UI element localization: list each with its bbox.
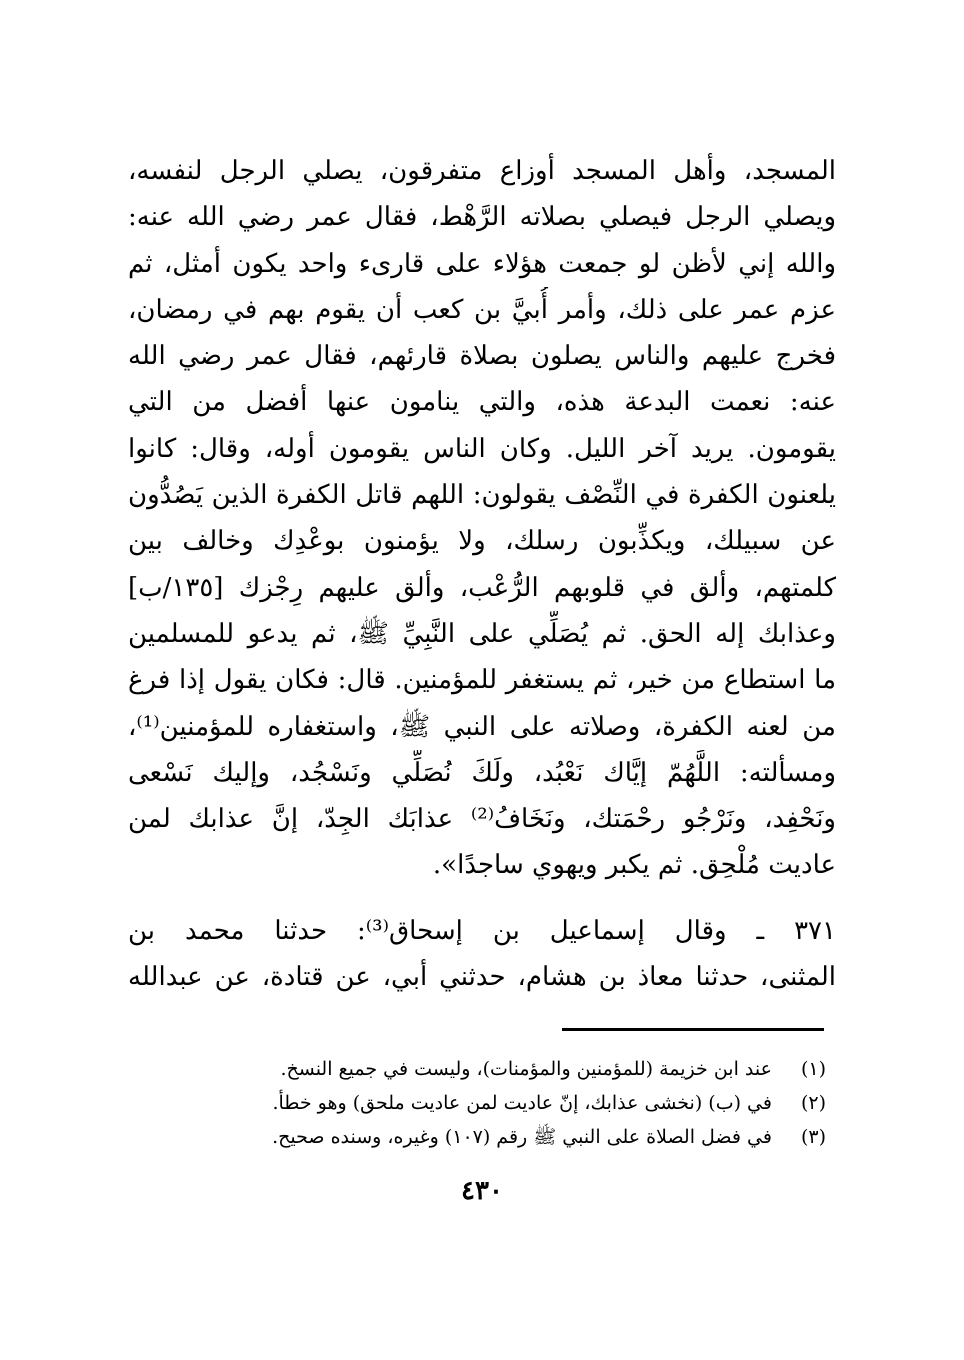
footnote-item <box>150 1120 826 1154</box>
text-line: ٣٧١ ـ وقال إسماعيل بن إسحاق⁽³⁾: حدثنا محمد بن <box>128 916 836 946</box>
text-line: المثنى، حدثنا معاذ بن هشام، حدثني أبي، عن قتادة، عن عبدالله <box>128 962 836 993</box>
footnote-divider <box>562 1028 824 1031</box>
footnote-text: في (ب) (نخشى عذابك، إنّ عاديت لمن عاديت ملحق) وهو خطأ. <box>272 1092 772 1114</box>
text-line: عن سبيلك، ويكذِّبون رسلك، ولا يؤمنون بوعْدِك وخالف بين <box>128 526 836 557</box>
text-line: ونَحْفِد، ونَرْجُو رحْمَتك، ونَخَافُ⁽²⁾ عذابَك الجِدّ، إنَّ عذابك لمن <box>128 804 836 835</box>
footnote-item <box>150 1052 826 1086</box>
text-line: ويصلي الرجل فيصلي بصلاته الرَّهْط، فقال عمر رضي الله عنه: <box>128 202 836 233</box>
footnotes <box>150 1052 826 1154</box>
footnote-text: في فضل الصلاة على النبي ﷺ رقم (١٠٧) وغيره، وسنده صحيح. <box>272 1126 772 1148</box>
hadith-371-paragraph <box>128 908 836 1001</box>
text-line: يقومون. يريد آخر الليل. وكان الناس يقومون أوله، وقال: كانوا <box>128 433 836 464</box>
text-line: يلعنون الكفرة في النِّصْف يقولون: اللهم قاتل الكفرة الذين يَصُدُّون <box>128 480 836 511</box>
text-line: ومسألته: اللَّهُمّ إيَّاك نَعْبُد، ولَكَ نُصَلِّي ونَسْجُد، وإليك نَسْعى <box>128 757 836 788</box>
text-line: المسجد، وأهل المسجد أوزاع متفرقون، يصلي الرجل لنفسه، <box>128 156 836 186</box>
text-line: عزم عمر على ذلك، وأمر أُبيَّ بن كعب أن يقوم بهم في رمضان، <box>128 294 836 325</box>
footnote-number: (١) <box>800 1058 826 1080</box>
text-line: والله إني لأظن لو جمعت هؤلاء على قارىء واحد يكون أمثل، ثم <box>128 248 836 279</box>
text-line: ما استطاع من خير، ثم يستغفر للمؤمنين. قال: فكان يقول إذا فرغ <box>128 665 836 696</box>
text-line: عاديت مُلْحِق. ثم يكبر ويهوي ساجدًا». <box>432 850 836 881</box>
text-line: عنه: نعمت البدعة هذه، والتي ينامون عنها أفضل من التي <box>128 387 836 418</box>
main-paragraph <box>128 148 836 889</box>
footnote-item <box>150 1086 826 1120</box>
footnote-number: (٣) <box>800 1126 826 1148</box>
text-line: من لعنه الكفرة، وصلاته على النبي ﷺ، واستغفاره للمؤمنين⁽¹⁾، <box>128 711 836 742</box>
text-line: كلمتهم، وألق في قلوبهم الرُّعْب، وألق عليهم رِجْزك [١٣٥/ب] <box>128 572 836 603</box>
footnote-text: عند ابن خزيمة (للمؤمنين والمؤمنات)، وليست في جميع النسخ. <box>280 1058 772 1080</box>
text-line: وعذابك إله الحق. ثم يُصَلِّي على النَّبِيِّ ﷺ، ثم يدعو للمسلمين <box>128 618 836 649</box>
footnote-number: (٢) <box>800 1092 826 1114</box>
text-line: فخرج عليهم والناس يصلون بصلاة قارئهم، فقال عمر رضي الله <box>128 341 836 372</box>
page-number: ٤٣٠ <box>461 1176 503 1206</box>
